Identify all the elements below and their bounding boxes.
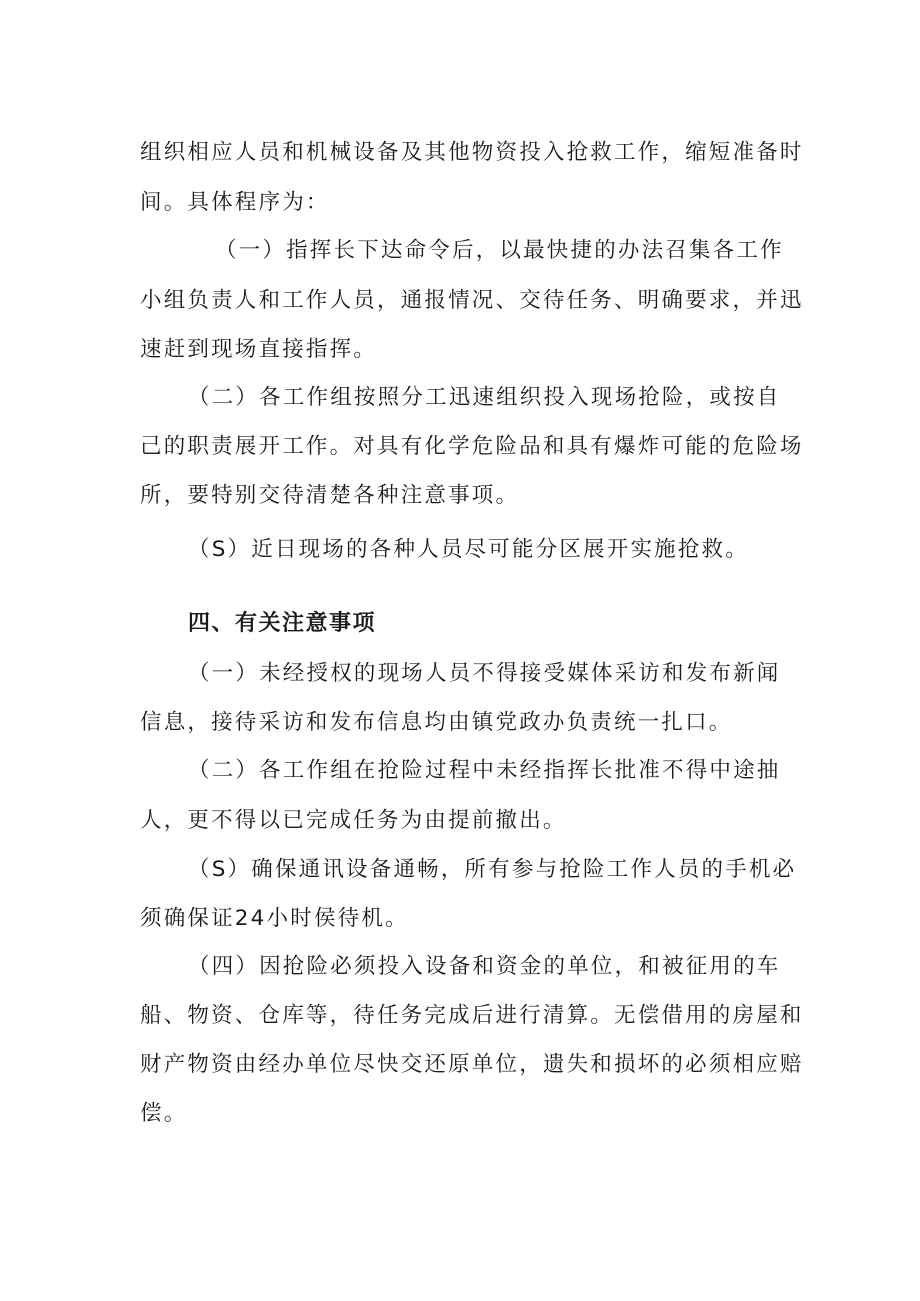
paragraph-line: 所，要特别交待清楚各种注意事项。 <box>140 483 520 508</box>
section-heading: 四、有关注意事项 <box>188 611 377 636</box>
paragraph-line: （S）确保通讯设备通畅，所有参与抢险工作人员的手机必 <box>188 857 797 882</box>
paragraph-line: 己的职责展开工作。对具有化学危险品和具有爆炸可能的危险场 <box>140 434 804 459</box>
paragraph-line: 偿。 <box>140 1101 188 1126</box>
paragraph-line: 船、物资、仓库等，待任务完成后进行清算。无偿借用的房屋和 <box>140 1003 804 1028</box>
paragraph-line: 须确保证24小时侯待机。 <box>140 906 409 931</box>
paragraph-line: 财产物资由经办单位尽快交还原单位，遗失和损坏的必须相应赔 <box>140 1052 804 1077</box>
paragraph-line: （二）各工作组在抢险过程中未经指挥长批准不得中途抽 <box>188 758 781 783</box>
paragraph-line: 小组负责人和工作人员，通报情况、交待任务、明确要求，并迅 <box>140 288 804 313</box>
paragraph-line: （四）因抢险必须投入设备和资金的单位，和被征用的车 <box>188 954 781 979</box>
paragraph-line: （S）近日现场的各种人员尽可能分区展开实施抢救。 <box>188 537 749 562</box>
paragraph-line: （一）指挥长下达命令后，以最快捷的办法召集各工作 <box>215 238 784 263</box>
paragraph-line: 间。具体程序为： <box>140 190 330 215</box>
paragraph-line: 人，更不得以已完成任务为由提前撤出。 <box>140 808 567 833</box>
paragraph-line: （二）各工作组按照分工迅速组织投入现场抢险，或按自 <box>188 385 781 410</box>
paragraph-line: 组织相应人员和机械设备及其他物资投入抢救工作，缩短准备时 <box>140 140 804 165</box>
paragraph-line: （一）未经授权的现场人员不得接受媒体采访和发布新闻 <box>188 661 781 686</box>
paragraph-line: 信息，接待采访和发布信息均由镇党政办负责统一扎口。 <box>140 710 733 735</box>
paragraph-line: 速赶到现场直接指挥。 <box>140 337 378 362</box>
